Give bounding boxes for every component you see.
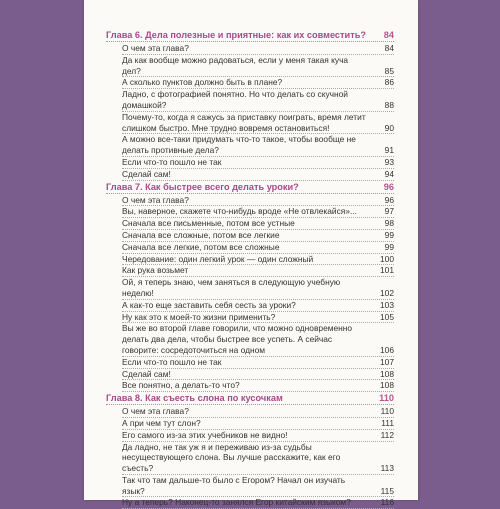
toc-entry-page-number: 108 (380, 380, 394, 391)
toc-entry[interactable] (122, 323, 394, 356)
toc-entry-title: Ладно, с фотографией понятно. Но что делать со скучной домашкой? (122, 89, 348, 110)
toc-entry-title: А при чем тут слон? (122, 417, 201, 428)
chapter-title: Глава 8. Как съесть слона по кусочкам (106, 393, 283, 404)
toc-entry-page-number: 116 (380, 497, 394, 508)
toc-entry-title: Вы же во второй главе говорили, что можно одновременно делать два дела, чтобы быстрее все успеть. А сейчас говорите: сосредоточиться на одном (122, 323, 353, 355)
chapter-title: Глава 7. Как быстрее всего делать уроки? (106, 181, 299, 192)
toc-entry-title: Сначала все письменные, потом все устные (122, 218, 295, 229)
toc-entry[interactable] (122, 312, 394, 324)
toc-entry-page-number: 99 (384, 229, 394, 240)
toc-entry-page-number: 106 (380, 344, 394, 355)
toc-entry[interactable] (122, 475, 394, 498)
toc-entry-page-number: 102 (380, 287, 394, 298)
toc-entry-title: А сколько пунктов должно быть в плане? (122, 77, 283, 88)
toc-entry[interactable] (122, 157, 394, 169)
toc-entry[interactable] (122, 230, 394, 242)
toc-entry-title: Ой, я теперь знаю, чем заняться в следующую учебную неделю! (122, 277, 341, 298)
toc-entry-title: Если что-то пошло не так (122, 156, 222, 167)
toc-entry-title: Да ладно, не так уж я и переживаю из-за судьбы несуществующего слона. Вы лучше расскажите, как его съесть? (122, 441, 341, 474)
toc-entry-title: Сначала все сложные, потом все легкие (122, 229, 280, 240)
toc-entry[interactable] (122, 218, 394, 230)
toc-entry-title: О чем эта глава? (122, 43, 189, 53)
toc-entry-page-number: 91 (384, 145, 394, 156)
toc-entry-page-number: 111 (381, 417, 394, 428)
chapter-heading[interactable] (106, 29, 394, 42)
toc-entry[interactable] (122, 43, 394, 55)
toc-entry-page-number: 84 (384, 43, 394, 53)
toc-entry[interactable] (122, 265, 394, 277)
toc-entry-page-number: 100 (380, 253, 394, 264)
toc-entry[interactable] (122, 77, 394, 89)
toc-entry-title: Его самого из-за этих учебников не видно! (122, 429, 288, 440)
toc-entry-page-number: 110 (380, 406, 394, 417)
toc-entry-page-number: 105 (380, 311, 394, 322)
table-of-contents (106, 29, 394, 509)
book-page (84, 0, 418, 508)
toc-entry-page-number: 103 (380, 299, 394, 310)
toc-entry-page-number: 96 (384, 194, 394, 205)
toc-entry-title: Так что там дальше-то было с Егором? Начал он изучать язык? (122, 474, 346, 496)
toc-entry-title: Как рука возьмет (122, 265, 189, 276)
toc-entry-title: А можно все-таки придумать что-то такое, чтобы вообще не делать противные дела? (122, 134, 356, 156)
toc-entry-title: Сделай сам! (122, 168, 171, 179)
chapter-page-number: 84 (383, 30, 394, 40)
toc-entry-title: Почему-то, когда я сажусь за приставку поиграть, время летит слишком быстро. Мне трудно вовремя остановиться! (122, 111, 366, 133)
toc-entry[interactable] (122, 430, 394, 442)
toc-entry-title: Если что-то пошло не так (122, 356, 222, 367)
toc-entry-page-number: 97 (384, 206, 394, 217)
toc-entry-page-number: 113 (380, 463, 394, 474)
toc-entry-title: О чем эта глава? (122, 406, 189, 417)
toc-entry-page-number: 93 (384, 156, 394, 167)
toc-entry[interactable] (122, 406, 394, 418)
toc-entry-title: А как-то еще заставить себя сесть за уроки? (122, 299, 296, 310)
toc-entry-title: Ну а теперь? Наконец-то занялся Егор китайским языком? (122, 497, 351, 508)
toc-entry[interactable] (122, 195, 394, 207)
toc-entry[interactable] (122, 89, 394, 112)
toc-entry-page-number: 85 (384, 65, 394, 76)
toc-entry[interactable] (122, 300, 394, 312)
toc-entry-title: Да как вообще можно радоваться, если у меня такая куча дел? (122, 54, 349, 76)
toc-entry-page-number: 112 (380, 429, 394, 440)
toc-entry-title: Сделай сам! (122, 368, 171, 379)
toc-entry-title: Чередование: один легкий урок — один сложный (122, 253, 314, 264)
toc-entry[interactable] (122, 380, 394, 392)
toc-entry[interactable] (122, 369, 394, 381)
chapter-title: Глава 6. Дела полезные и приятные: как их совместить? (106, 30, 366, 40)
toc-entry-page-number: 99 (384, 241, 394, 252)
toc-entry-title: Сначала все легкие, потом все сложные (122, 241, 280, 252)
toc-entry-page-number: 90 (384, 122, 394, 133)
chapter-page-number: 110 (379, 393, 394, 404)
toc-entry-title: О чем эта глава? (122, 194, 189, 205)
toc-entry[interactable] (122, 418, 394, 430)
toc-entry[interactable] (122, 242, 394, 254)
chapter-page-number: 96 (383, 181, 394, 192)
toc-entry[interactable] (122, 497, 394, 509)
toc-entry[interactable] (122, 442, 394, 475)
toc-entry[interactable] (122, 112, 394, 135)
toc-entry-page-number: 94 (384, 168, 394, 179)
toc-entry-page-number: 86 (384, 77, 394, 88)
chapter-heading[interactable] (106, 181, 394, 194)
toc-entry[interactable] (122, 55, 394, 78)
toc-entry-page-number: 88 (384, 99, 394, 110)
toc-entry-title: Все понятно, а делать-то что? (122, 380, 240, 391)
toc-entry[interactable] (122, 134, 394, 157)
toc-entry[interactable] (122, 254, 394, 266)
toc-entry-page-number: 115 (380, 485, 394, 496)
toc-entry-page-number: 108 (380, 368, 394, 379)
toc-entry[interactable] (122, 357, 394, 369)
toc-entry[interactable] (122, 206, 394, 218)
toc-entry[interactable] (122, 277, 394, 300)
toc-entry-page-number: 101 (380, 265, 394, 276)
toc-entry-page-number: 98 (384, 218, 394, 229)
chapter-heading[interactable] (106, 392, 394, 405)
toc-entry-page-number: 107 (380, 356, 394, 367)
toc-entry[interactable] (122, 169, 394, 181)
toc-entry-title: Вы, наверное, скажете что-нибудь вроде «Не отвлекайся»... (122, 206, 357, 217)
toc-entry-title: Ну как это к моей-то жизни применить? (122, 311, 276, 322)
